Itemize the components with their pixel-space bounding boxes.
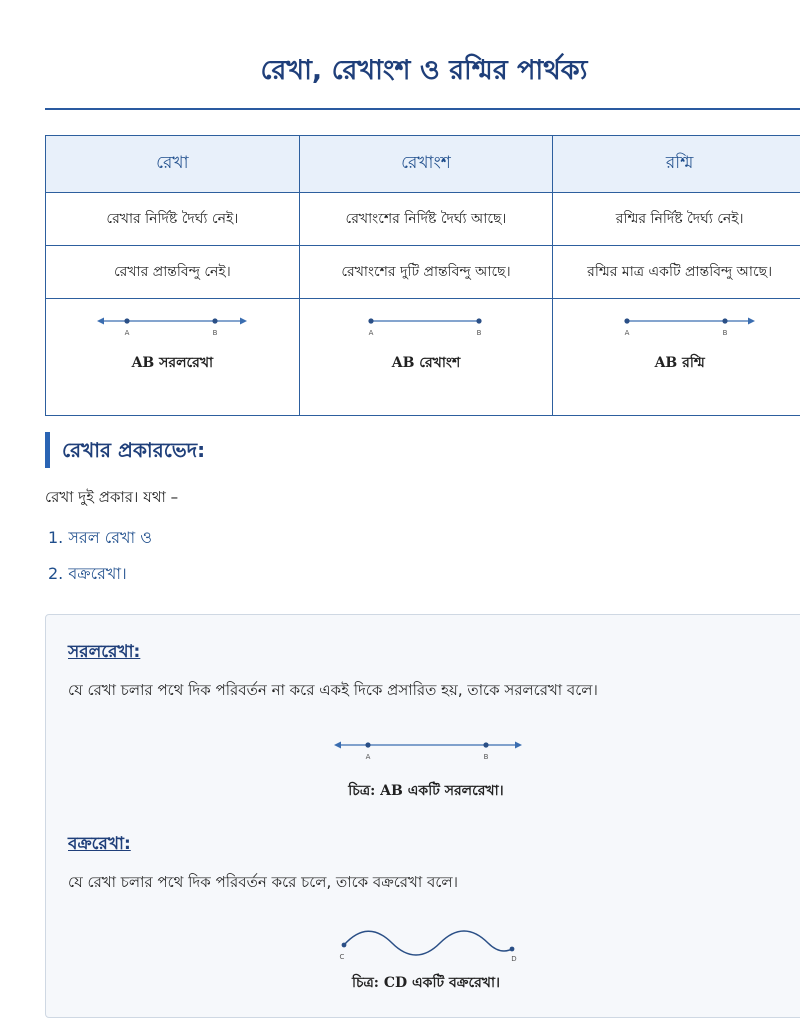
point-a [125,318,130,323]
table-cell: রেখাংশের নির্দিষ্ট দৈর্ঘ্য আছে। [299,193,553,246]
table-cell [553,299,800,416]
line-diagram [97,311,247,345]
line-types-list [48,520,152,592]
point-a-label: A [368,329,374,337]
ray-diagram [605,311,755,345]
table-cell: রশ্মির মাত্র একটি প্রান্তবিন্দু আছে। [553,246,800,299]
table-figure-row [46,299,800,416]
point-c-label: C [339,953,345,961]
left-arrowhead [334,742,341,749]
table-header-row [46,136,800,193]
straight-line-description: যে রেখা চলার পথে দিক পরিবর্তন না করে একই দিকে প্রসারিত হয়, তাকে সরলরেখা বলে। [68,681,598,699]
ray-figure [553,311,800,415]
table-cell: রেখার প্রান্তবিন্দু নেই। [46,246,300,299]
table-cell: রশ্মির নির্দিষ্ট দৈর্ঘ্য নেই। [553,193,800,246]
curved-line-heading: বক্ররেখা: [68,834,131,854]
table-cell: রেখাংশের দুটি প্রান্তবিন্দু আছে। [299,246,553,299]
table-cell: রেখার নির্দিষ্ট দৈর্ঘ্য নেই। [46,193,300,246]
figure-caption: AB রশ্মি [654,355,705,371]
line-figure [46,311,299,415]
curved-line-diagram [336,923,522,963]
title-divider [45,108,800,110]
page-title: রেখা, রেখাংশ ও রশ্মির পার্থক্য [260,55,588,86]
list-item: 2. বক্ররেখা। [48,564,127,583]
left-arrowhead [97,318,104,325]
point-b [722,318,727,323]
point-a [624,318,629,323]
list-item: 1. সরল রেখা ও [48,528,153,547]
straight-line-caption: চিত্র: AB একটি সরলরেখা। [348,783,504,799]
straight-line-diagram [334,737,522,767]
point-a-label: A [365,753,371,761]
segment-diagram [351,311,501,345]
section-intro: রেখা দুই প্রকার। যথা – [45,488,179,506]
straight-line-heading: সরলরেখা: [68,642,141,662]
table-row [46,193,800,246]
point-d-label: D [511,955,517,963]
point-b-label: B [476,329,482,337]
point-b [476,318,481,323]
point-b [483,742,488,747]
point-a [365,742,370,747]
point-b-label: B [722,329,728,337]
right-arrowhead [515,742,522,749]
table-row [46,246,800,299]
header-segment: রেখাংশ [299,136,553,193]
segment-figure [300,311,553,415]
figure-caption: AB রেখাংশ [391,355,461,371]
point-c [342,943,347,948]
table-cell [299,299,553,416]
section-heading: রেখার প্রকারভেদ: [45,432,205,468]
definitions-box [45,614,800,1018]
point-a-label: A [124,329,130,337]
figure-caption: AB সরলরেখা [131,355,214,371]
comparison-table [45,135,800,416]
point-b-label: B [212,329,218,337]
header-line: রেখা [46,136,300,193]
point-b-label: B [483,753,489,761]
right-arrowhead [240,318,247,325]
curved-line-caption: চিত্র: CD একটি বক্ররেখা। [351,975,501,991]
point-a-label: A [624,329,630,337]
curved-line-description: যে রেখা চলার পথে দিক পরিবর্তন করে চলে, তাকে বক্ররেখা বলে। [68,873,458,891]
table-cell [46,299,300,416]
header-ray: রশ্মি [553,136,800,193]
right-arrowhead [748,318,755,325]
point-d [510,947,515,952]
curve-stroke [344,931,512,955]
point-a [368,318,373,323]
point-b [213,318,218,323]
